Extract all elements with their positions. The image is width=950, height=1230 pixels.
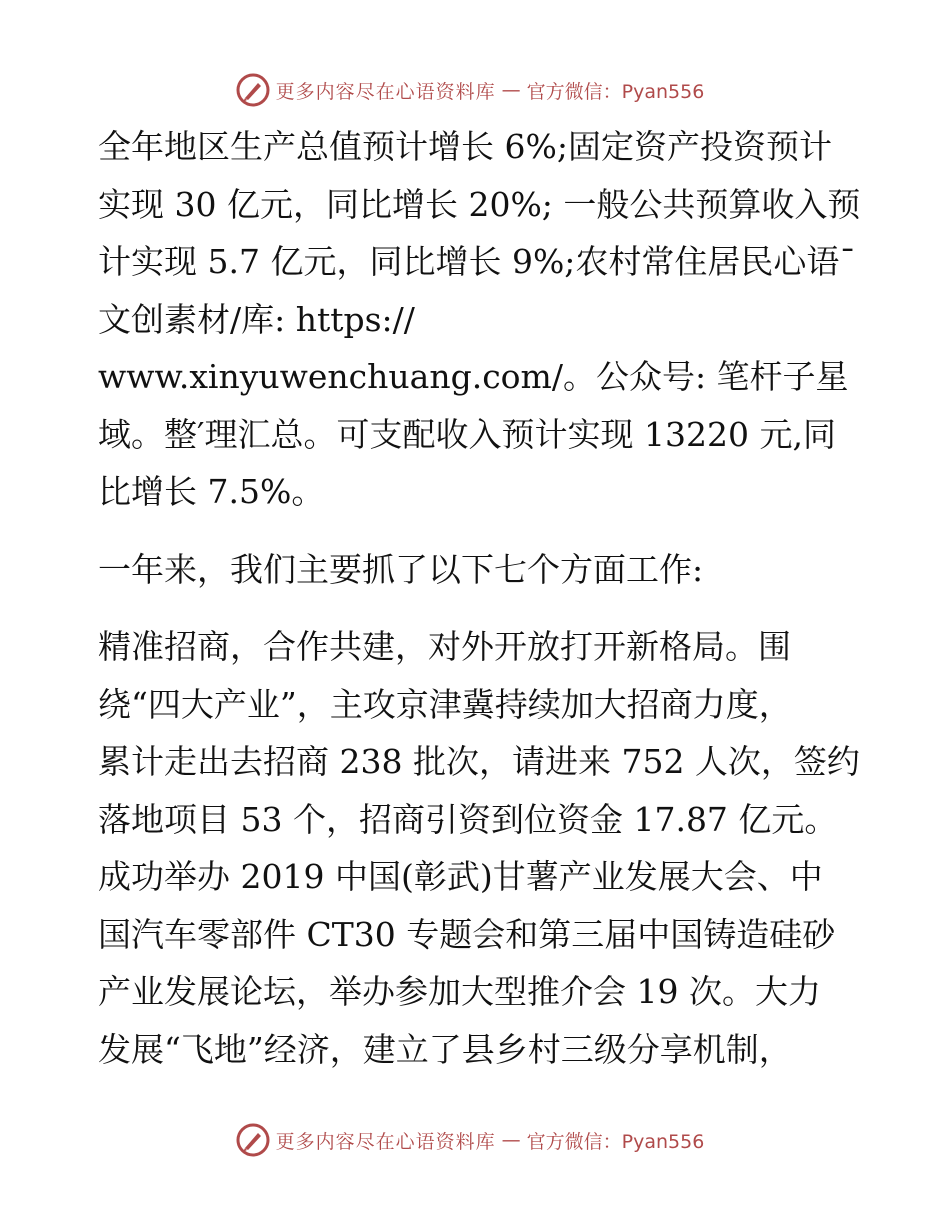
paragraph-summary: [98, 118, 861, 521]
text-line: 国汽车零部件 CT30 专题会和第三届中国铸造硅砂: [98, 914, 836, 954]
header-banner: [0, 70, 950, 110]
pen-logo-icon: [236, 73, 270, 107]
text-line: 一年来，我们主要抓了以下七个方面工作:: [98, 549, 704, 589]
text-line: 产业发展论坛，举办参加大型推介会 19 次。大力: [98, 972, 821, 1011]
banner-separator: —: [501, 1129, 521, 1151]
footer-banner: [0, 1120, 950, 1160]
paragraph-investment: [98, 618, 858, 1078]
paragraph-gap: [98, 521, 858, 541]
banner-inner: [236, 73, 705, 107]
paragraph-intro: [98, 541, 858, 599]
banner-inner: [236, 1123, 705, 1157]
text-line: 实现 30 亿元，同比增长 20%; 一般公共预算收入预: [98, 184, 861, 224]
text-line: 精准招商，合作共建，对外开放打开新格局。围: [98, 627, 791, 666]
banner-wechat: 官方微信：Pyan556: [526, 1130, 705, 1153]
text-line: 发展“飞地”经济，建立了县乡村三级分享机制，: [98, 1029, 792, 1069]
text-line: 计实现 5.7 亿元，同比增长 9%;农村常住居民心语¯: [98, 242, 856, 281]
text-line: 比增长 7.5%。: [98, 472, 325, 511]
text-line: www.xinyuwenchuang.com/。公众号: 笔杆子星: [98, 357, 849, 396]
text-line: 域。整′理汇总。可支配收入预计实现 13220 元,同: [98, 414, 836, 454]
text-line: 成功举办 2019 中国(彰武)甘薯产业发展大会、中: [98, 857, 823, 896]
banner-wechat: 官方微信：Pyan556: [526, 80, 705, 103]
banner-text: 更多内容尽在心语资料库: [275, 1130, 496, 1153]
text-line: 全年地区生产总值预计增长 6%;固定资产投资预计: [98, 127, 832, 166]
banner-text: 更多内容尽在心语资料库: [275, 80, 496, 103]
pen-logo-icon: [236, 1123, 270, 1157]
text-line: 累计走出去招商 238 批次，请进来 752 人次，签约: [98, 742, 860, 781]
text-line: 绕“四大产业”，主攻京津冀持续加大招商力度，: [98, 684, 792, 724]
text-line: 文创素材/库: https://: [98, 299, 415, 339]
text-line: 落地项目 53 个，招商引资到位资金 17.87 亿元。: [98, 799, 838, 839]
banner-separator: —: [501, 79, 521, 101]
document-body: [98, 118, 861, 1078]
paragraph-gap: [98, 598, 858, 618]
